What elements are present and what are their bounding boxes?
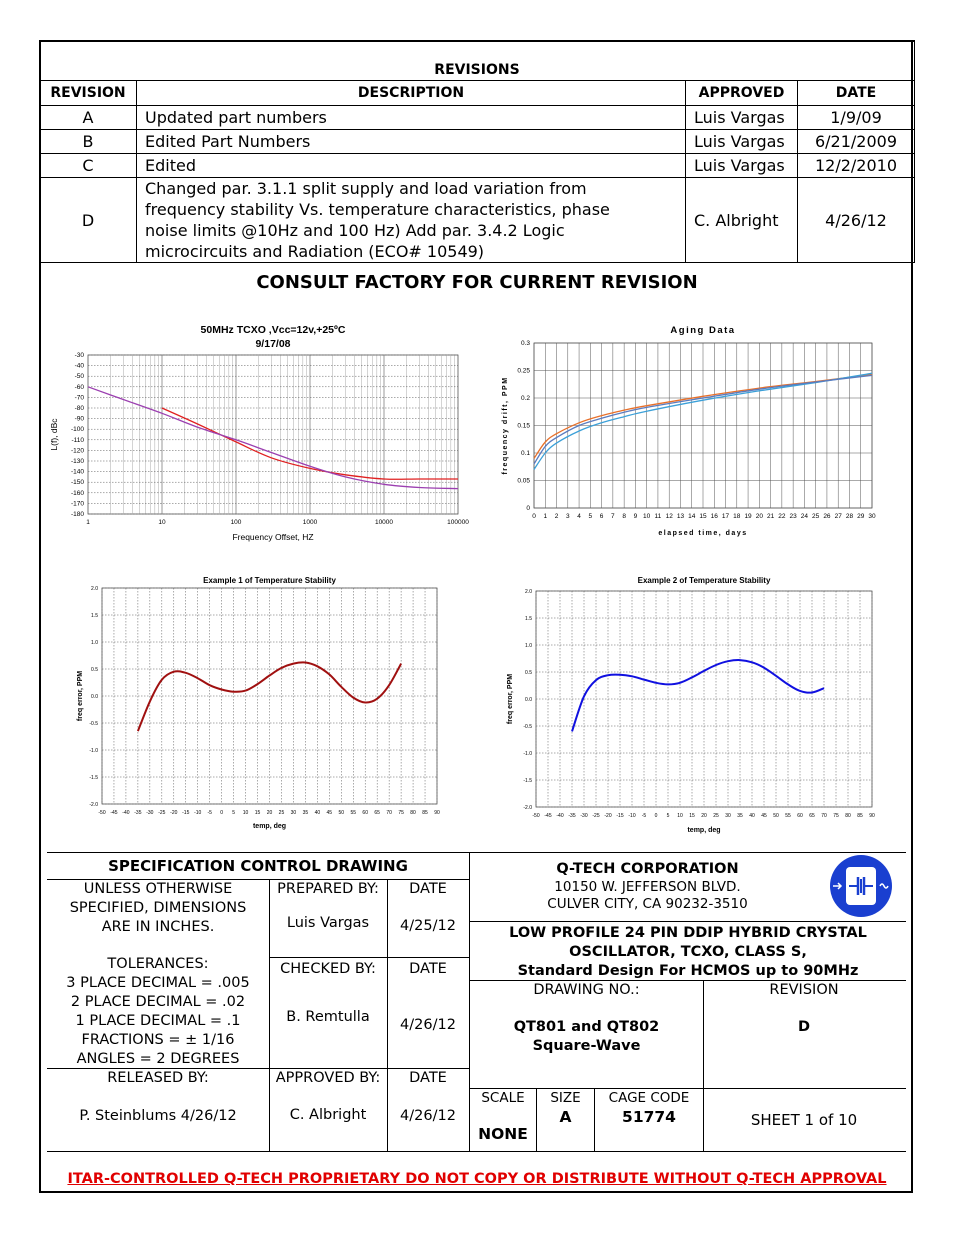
y-tick-label: 2.0 <box>91 586 98 592</box>
x-tick-label: 35 <box>302 810 309 816</box>
x-tick-label: 50 <box>338 810 345 816</box>
x-tick-label: 25 <box>713 813 719 819</box>
x-tick-label: -45 <box>110 810 118 816</box>
y-tick-label: 0 <box>526 505 530 512</box>
date-cell: 6/21/2009 <box>798 130 915 154</box>
x-tick-label: 90 <box>869 813 875 819</box>
approved-date: 4/26/12 <box>400 1108 456 1124</box>
date-label: DATE <box>409 881 447 897</box>
x-tick-label: 70 <box>386 810 392 816</box>
x-tick-label: 24 <box>800 513 809 520</box>
x-tick-label: -40 <box>122 810 130 816</box>
x-tick-label: -5 <box>207 810 212 816</box>
y-tick-label: -40 <box>74 362 84 370</box>
x-tick-label: 11 <box>654 513 662 520</box>
x-tick-label: 10 <box>242 810 249 816</box>
table-row <box>40 130 915 154</box>
chart-title: Example 2 of Temperature Stability <box>637 576 771 585</box>
y-tick-label: -160 <box>70 489 84 497</box>
tolerances <box>47 955 269 1069</box>
table-row <box>40 106 915 130</box>
y-tick-label: -120 <box>70 447 84 455</box>
phase-noise-chart <box>45 318 469 548</box>
x-tick-label: -45 <box>544 813 552 819</box>
x-tick-label: 10 <box>643 513 651 520</box>
y-tick-label: -50 <box>74 373 84 381</box>
text-line: TOLERANCES: <box>107 956 209 972</box>
y-axis-label: freq error, PPM <box>77 670 84 722</box>
y-tick-label: -1.0 <box>523 751 532 757</box>
x-tick-label: 15 <box>689 813 695 819</box>
x-tick-label: 100 <box>230 519 242 526</box>
approved-cell: Luis Vargas <box>686 130 798 154</box>
x-tick-label: 5 <box>232 810 235 816</box>
x-tick-label: 65 <box>809 813 815 819</box>
x-tick-label: 13 <box>676 513 685 520</box>
y-tick-label: 0.05 <box>517 477 530 485</box>
x-tick-label: 30 <box>868 513 876 520</box>
y-tick-label: -0.5 <box>89 721 98 727</box>
desc-cell: Edited Part Numbers <box>137 130 686 154</box>
size-value: A <box>559 1108 572 1126</box>
y-tick-label: 1.5 <box>91 613 98 619</box>
y-tick-label: 0.2 <box>520 395 530 402</box>
qtech-logo-icon <box>829 853 893 919</box>
y-tick-label: -60 <box>74 383 84 391</box>
x-tick-label: -40 <box>556 813 564 819</box>
chart-title: Aging Data <box>670 325 736 336</box>
x-tick-label: 45 <box>761 813 767 819</box>
x-tick-label: 45 <box>326 810 333 816</box>
x-tick-label: 20 <box>755 513 763 520</box>
cage-label: CAGE CODE <box>608 1090 690 1106</box>
x-tick-label: -15 <box>182 810 190 816</box>
x-tick-label: 70 <box>821 813 827 819</box>
y-tick-label: -0.5 <box>523 724 532 730</box>
y-tick-label: -1.5 <box>89 775 98 781</box>
date-label: DATE <box>409 1070 447 1086</box>
checked-label: CHECKED BY: <box>280 961 376 977</box>
x-tick-label: 15 <box>699 513 707 520</box>
text-line: QT801 and QT802 <box>513 1019 660 1035</box>
x-tick-label: -30 <box>146 810 154 816</box>
revision-label: REVISION <box>769 982 839 998</box>
y-tick-label: -140 <box>70 468 84 476</box>
released-by: P. Steinblums 4/26/12 <box>79 1108 237 1124</box>
y-tick-label: -1.5 <box>523 778 532 784</box>
titleblock-top-line <box>47 852 906 853</box>
x-tick-label: 50 <box>773 813 779 819</box>
x-tick-label: -25 <box>592 813 600 819</box>
desc-cell: Changed par. 3.1.1 split supply and load variation from frequency stability Vs. temperature characteristics, phase noise limits @10Hz and 100 Hz) Add par. 3.4.2 Logic microcircuits and Radiation (ECO# 10549) <box>137 178 686 263</box>
date-cell: 1/9/09 <box>798 106 915 130</box>
text-line: Square-Wave <box>532 1038 641 1054</box>
temperature-stability-chart-1 <box>65 570 450 840</box>
text-line: UNLESS OTHERWISE <box>83 881 233 897</box>
y-tick-label: 0.0 <box>91 694 98 700</box>
y-tick-label: -30 <box>74 352 84 359</box>
col-date: DATE <box>798 81 915 106</box>
x-tick-label: 7 <box>611 513 615 520</box>
text-line: 2 PLACE DECIMAL = .02 <box>70 994 246 1010</box>
col-approved: APPROVED <box>686 81 798 106</box>
y-tick-label: -2.0 <box>89 802 98 808</box>
x-tick-label: 60 <box>797 813 803 819</box>
scale-value: NONE <box>478 1125 528 1143</box>
x-tick-label: 20 <box>266 810 273 816</box>
spec-control-title: SPECIFICATION CONTROL DRAWING <box>108 857 408 875</box>
line <box>469 921 906 922</box>
y-tick-label: 1.5 <box>525 616 532 622</box>
y-tick-label: -80 <box>74 405 84 412</box>
unless-specified <box>47 880 269 937</box>
x-tick-label: 28 <box>845 513 854 520</box>
x-tick-label: 85 <box>422 810 428 816</box>
date-label: DATE <box>409 961 447 977</box>
x-axis-label: elapsed time, days <box>658 530 748 537</box>
x-tick-label: 90 <box>434 810 440 816</box>
x-tick-label: 20 <box>701 813 707 819</box>
x-tick-label: 85 <box>857 813 863 819</box>
x-tick-label: 18 <box>733 513 741 520</box>
text-line: SPECIFIED, DIMENSIONS <box>69 900 247 916</box>
checked-by: B. Remtulla <box>286 1009 370 1025</box>
x-tick-label: 5 <box>588 513 593 520</box>
x-tick-label: 25 <box>812 513 820 520</box>
x-tick-label: 10000 <box>374 519 394 526</box>
scale-label: SCALE <box>481 1090 525 1106</box>
x-tick-label: 0 <box>654 813 658 819</box>
text-line: 3 PLACE DECIMAL = .005 <box>66 975 250 991</box>
col-revision: REVISION <box>40 81 137 106</box>
x-tick-label: 5 <box>666 813 670 819</box>
checked-date: 4/26/12 <box>400 1017 456 1033</box>
y-tick-label: -170 <box>70 500 84 508</box>
desc-cell: Updated part numbers <box>137 106 686 130</box>
approved-cell: C. Albright <box>686 178 798 263</box>
x-tick-label: -50 <box>532 813 540 819</box>
y-tick-label: 0.1 <box>520 450 530 457</box>
prepared-date: 4/25/12 <box>400 918 456 934</box>
x-tick-label: 2 <box>554 513 559 520</box>
x-tick-label: 10 <box>158 519 166 526</box>
y-tick-label: -110 <box>71 436 84 444</box>
y-tick-label: -2.0 <box>523 805 532 811</box>
date-cell: 12/2/2010 <box>798 154 915 178</box>
rev-cell: A <box>40 106 137 130</box>
rev-cell: D <box>40 178 137 263</box>
line <box>269 957 469 958</box>
x-tick-label: -5 <box>641 813 647 819</box>
chart-title: 50MHz TCXO ,Vcc=12v,+25ºC <box>200 324 346 336</box>
x-tick-label: -35 <box>134 810 142 816</box>
y-axis-label: freq error, PPM <box>507 673 514 725</box>
x-tick-label: 0 <box>532 513 536 520</box>
text-line: ANGLES = 2 DEGREES <box>76 1051 240 1067</box>
titleblock-bottom-line <box>47 1151 906 1152</box>
x-axis-label: temp, deg <box>252 823 287 830</box>
x-tick-label: 75 <box>398 810 404 816</box>
product-description <box>470 924 906 981</box>
date-cell: 4/26/12 <box>798 178 915 263</box>
x-tick-label: 0 <box>220 810 224 816</box>
x-tick-label: 21 <box>766 513 775 520</box>
y-tick-label: 2.0 <box>525 589 532 595</box>
x-tick-label: 8 <box>622 513 626 520</box>
y-tick-label: 1.0 <box>525 643 532 649</box>
released-label: RELEASED BY: <box>107 1070 209 1086</box>
aging-data-chart <box>490 318 885 548</box>
y-tick-label: -90 <box>74 415 84 423</box>
x-tick-label: 29 <box>857 513 865 520</box>
x-tick-label: 55 <box>785 813 791 819</box>
x-tick-label: 30 <box>725 813 731 819</box>
x-tick-label: 25 <box>278 810 285 816</box>
desc-cell: Edited <box>137 154 686 178</box>
x-tick-label: 75 <box>833 813 839 819</box>
y-tick-label: 0.15 <box>517 422 530 430</box>
x-tick-label: -15 <box>616 813 624 819</box>
text-line: LOW PROFILE 24 PIN DDIP HYBRID CRYSTAL <box>509 925 867 941</box>
temperature-stability-chart-2 <box>495 570 885 840</box>
prepared-by: Luis Vargas <box>286 915 370 931</box>
cage-value: 51774 <box>622 1108 676 1126</box>
company-address-1: 10150 W. JEFFERSON BLVD. <box>554 879 741 895</box>
itar-notice: ITAR-CONTROLLED Q-TECH PROPRIETARY DO NOT COPY OR DISTRIBUTE WITHOUT Q-TECH APPROVAL <box>67 1171 887 1187</box>
y-tick-label: -1.0 <box>89 748 98 754</box>
x-tick-label: 55 <box>350 810 357 816</box>
y-tick-label: -70 <box>74 394 84 402</box>
chart-title: Example 1 of Temperature Stability <box>203 576 336 585</box>
x-tick-label: 4 <box>577 513 581 520</box>
approved-label: APPROVED BY: <box>275 1070 381 1086</box>
revision-value: D <box>797 1019 811 1035</box>
x-tick-label: -30 <box>580 813 588 819</box>
company-name: Q-TECH CORPORATION <box>556 861 739 877</box>
rev-cell: B <box>40 130 137 154</box>
x-tick-label: 23 <box>789 513 797 520</box>
logo-crystal <box>860 879 862 893</box>
y-tick-label: -150 <box>70 479 84 487</box>
x-axis-label: temp, deg <box>687 827 721 834</box>
approved-by: C. Albright <box>289 1107 367 1123</box>
text-line: ARE IN INCHES. <box>101 919 215 935</box>
sheet-number: SHEET 1 of 10 <box>750 1111 858 1129</box>
col-description: DESCRIPTION <box>137 81 686 106</box>
x-tick-label: 12 <box>665 513 673 520</box>
drawing-number <box>470 1018 703 1056</box>
x-tick-label: 17 <box>721 513 730 520</box>
x-tick-label: -20 <box>170 810 178 816</box>
x-tick-label: -25 <box>158 810 166 816</box>
x-tick-label: 14 <box>688 513 696 520</box>
x-tick-label: 80 <box>410 810 416 816</box>
size-label: SIZE <box>550 1090 581 1106</box>
y-axis-label: frequency drift, PPM <box>502 376 509 475</box>
x-tick-label: 10 <box>677 813 683 819</box>
x-tick-label: 30 <box>290 810 297 816</box>
drawing-label: DRAWING NO.: <box>533 982 640 998</box>
x-tick-label: 3 <box>565 513 570 520</box>
y-tick-label: 0.25 <box>517 367 530 375</box>
x-tick-label: 60 <box>362 810 368 816</box>
x-tick-label: 40 <box>749 813 755 819</box>
plot-area <box>88 355 458 514</box>
x-tick-label: 1000 <box>302 519 318 526</box>
x-tick-label: -10 <box>194 810 202 816</box>
company-address-2: CULVER CITY, CA 90232-3510 <box>547 896 748 912</box>
text-line: Standard Design For HCMOS up to 90MHz <box>517 963 859 979</box>
x-tick-label: 27 <box>834 513 842 520</box>
rev-cell: C <box>40 154 137 178</box>
table-row <box>40 154 915 178</box>
y-tick-label: 0.5 <box>525 670 532 676</box>
x-tick-label: 9 <box>633 513 638 520</box>
x-tick-label: -20 <box>604 813 612 819</box>
x-tick-label: -50 <box>98 810 106 816</box>
x-tick-label: 40 <box>314 810 321 816</box>
text-line: 1 PLACE DECIMAL = .1 <box>75 1013 241 1029</box>
x-tick-label: 15 <box>254 810 261 816</box>
x-tick-label: 100000 <box>447 519 469 526</box>
prepared-label: PREPARED BY: <box>277 881 379 897</box>
revisions-title: REVISIONS <box>40 41 915 81</box>
y-axis-label: L(f), dBc <box>49 418 59 451</box>
revisions-table <box>39 40 915 263</box>
x-tick-label: -35 <box>568 813 576 819</box>
y-tick-label: 0.3 <box>520 340 530 347</box>
x-tick-label: 6 <box>599 513 604 520</box>
approved-cell: Luis Vargas <box>686 106 798 130</box>
x-tick-label: 35 <box>737 813 743 819</box>
text-line: OSCILLATOR, TCXO, CLASS S, <box>569 944 807 960</box>
y-tick-label: -130 <box>70 458 84 465</box>
text-line: FRACTIONS = ± 1/16 <box>81 1032 235 1048</box>
x-axis-label: Frequency Offset, HZ <box>232 532 314 542</box>
x-tick-label: 26 <box>823 513 831 520</box>
y-tick-label: 1.0 <box>91 640 98 646</box>
chart-subtitle: 9/17/08 <box>255 338 291 350</box>
x-tick-label: 80 <box>845 813 851 819</box>
x-tick-label: 19 <box>744 513 752 520</box>
y-tick-label: -100 <box>70 426 84 434</box>
table-row <box>40 178 915 263</box>
y-tick-label: -180 <box>70 511 84 518</box>
y-tick-label: 0.0 <box>525 697 532 703</box>
x-tick-label: 1 <box>543 513 548 520</box>
x-tick-label: 22 <box>778 513 786 520</box>
x-tick-label: 65 <box>374 810 380 816</box>
x-tick-label: -10 <box>628 813 636 819</box>
consult-factory-banner: CONSULT FACTORY FOR CURRENT REVISION <box>256 272 698 293</box>
y-tick-label: 0.5 <box>91 667 98 673</box>
x-tick-label: 1 <box>86 519 90 526</box>
x-tick-label: 16 <box>710 513 718 520</box>
approved-cell: Luis Vargas <box>686 154 798 178</box>
